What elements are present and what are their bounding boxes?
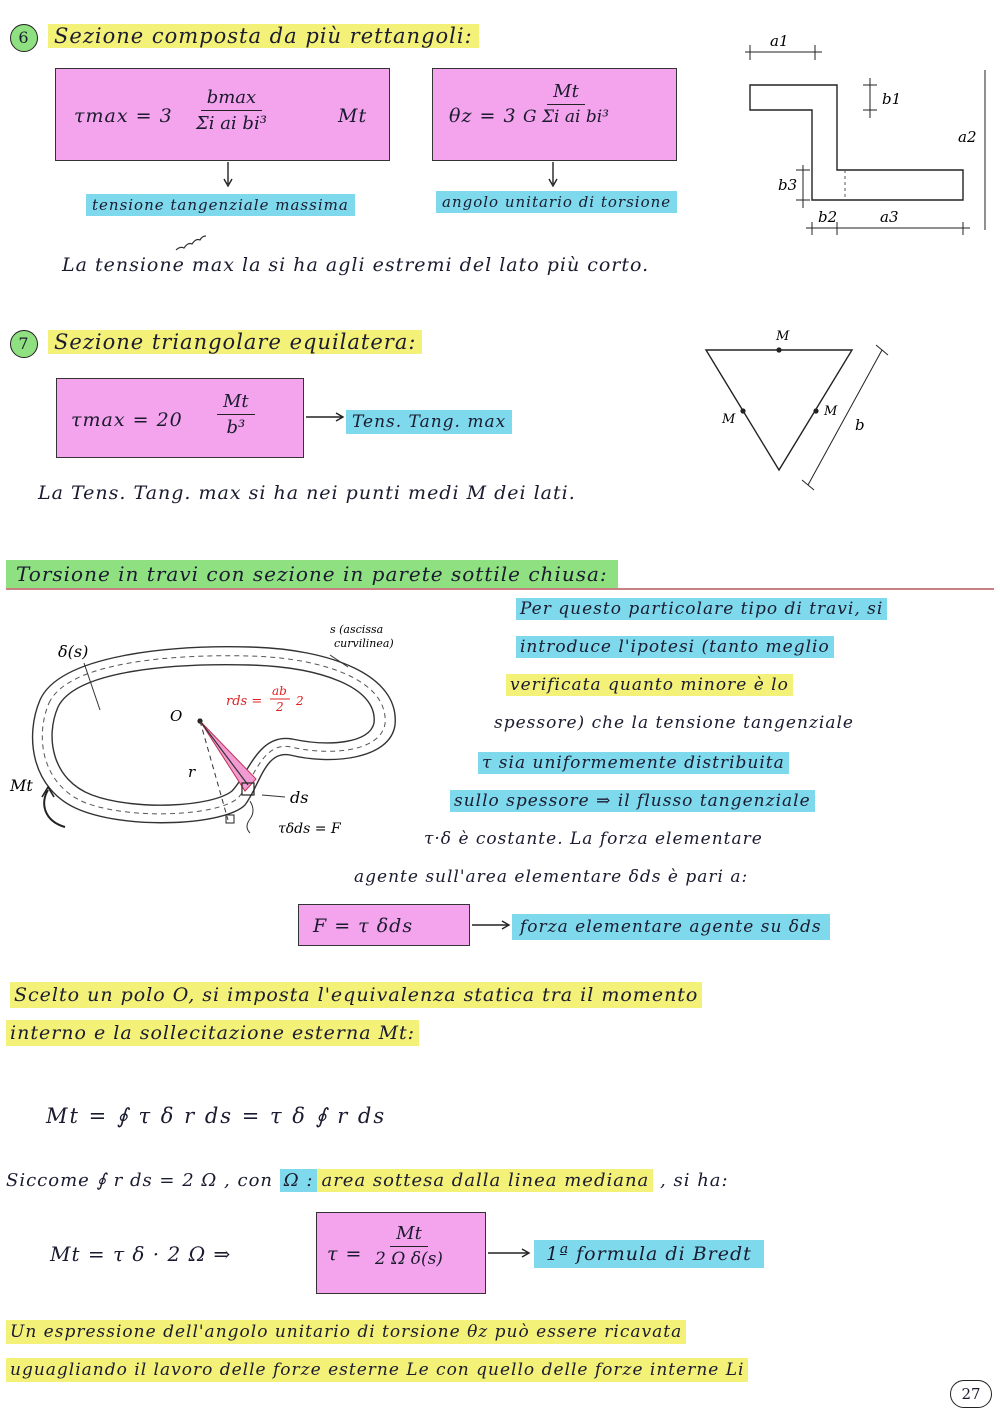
force-label: forza elementare agente su δds <box>512 914 830 940</box>
thin-wall-force-label: τδds = F <box>278 821 341 837</box>
s7-title: Sezione triangolare equilatera: <box>48 330 422 354</box>
thin-wall-figure <box>0 615 480 855</box>
final-line-2: uguagliando il lavoro delle forze esterne Le con quello delle forze interne Li <box>6 1358 748 1382</box>
s7-triangle-figure <box>700 325 900 500</box>
thin-wall-frac-rhs: 2 <box>296 694 304 708</box>
s7-f-num: Mt <box>217 391 255 415</box>
s6-fig-a2: a2 <box>958 128 977 146</box>
s6-fig-a3: a3 <box>880 208 899 226</box>
s6-label-twist-angle: angolo unitario di torsione <box>436 191 677 213</box>
s7-f-lhs: τmax = 20 <box>71 409 183 431</box>
s6-label-tangential-stress: tensione tangenziale massima <box>86 194 355 216</box>
s7-fig-m-left: M <box>722 412 736 427</box>
s7-heading <box>10 330 422 358</box>
s7-note: La Tens. Tang. max si ha nei punti medi M dei lati. <box>38 482 576 504</box>
bredt-den: 2 Ω δ(s) <box>375 1249 443 1269</box>
force-formula: F = τ δds <box>313 915 414 937</box>
thin-wall-o-label: O <box>170 707 183 725</box>
s6-fig-b1: b1 <box>882 90 902 108</box>
thin-wall-mt-label: Mt <box>10 776 33 795</box>
s6-f2-num: Mt <box>547 81 585 105</box>
final-line-1: Un espressione dell'angolo unitario di torsione θz può essere ricavata <box>6 1320 686 1344</box>
s6-fig-b2: b2 <box>818 208 838 226</box>
s6-f2-den: G Σi ai bi³ <box>523 107 609 127</box>
s7-f-den: b³ <box>226 417 246 438</box>
torsion-line-2: introduce l'ipotesi (tanto meglio <box>516 636 834 658</box>
s6-f2-lhs: θz = 3 <box>449 105 517 127</box>
s7-fig-m-right: M <box>824 404 838 419</box>
equation-1: Mt = ∮ τ δ r ds = τ δ ∮ r ds <box>46 1104 387 1128</box>
torsion-line-3: verificata quanto minore è lo <box>506 674 793 696</box>
thin-wall-frac-num: ab <box>272 684 287 698</box>
thin-wall-rds-label: rds = <box>226 694 263 709</box>
section-divider <box>6 588 994 590</box>
torsion-line-1: Per questo particolare tipo di travi, si <box>516 598 887 620</box>
since-omega: Ω : <box>280 1169 318 1192</box>
s6-title: Sezione composta da più rettangoli: <box>48 24 479 48</box>
bredt-fraction <box>375 1223 443 1269</box>
s6-f1-rhs: Mt <box>338 105 368 127</box>
bredt-lhs: Mt = τ δ · 2 Ω ⇒ <box>50 1242 232 1266</box>
s6-fig-a1: a1 <box>770 32 789 50</box>
bredt-num: Mt <box>390 1223 428 1247</box>
torsion-line-7: τ·δ è costante. La forza elementare <box>424 829 763 849</box>
bredt-box <box>316 1212 486 1294</box>
s6-section-figure <box>730 30 995 245</box>
bredt-box-lhs: τ = <box>327 1243 363 1265</box>
thin-wall-frac-den: 2 <box>276 700 284 714</box>
since-line <box>6 1170 729 1191</box>
s7-number: 7 <box>10 330 38 358</box>
s7-fraction <box>217 391 255 438</box>
s6-fig-b3: b3 <box>778 176 798 194</box>
bredt-label: 1ª formula di Bredt <box>534 1240 764 1268</box>
torsion-line-4: spessore) che la tensione tangenziale <box>494 713 854 733</box>
s6-f1-num: bmax <box>201 87 262 111</box>
s7-label: Tens. Tang. max <box>346 410 512 434</box>
s7-fig-b: b <box>855 416 865 434</box>
torsion-line-6: sullo spessore ⇒ il flusso tangenziale <box>450 790 815 812</box>
s6-note: La tensione max la si ha agli estremi del lato più corto. <box>62 254 650 276</box>
since-b: area sottesa dalla linea mediana <box>317 1169 653 1192</box>
thin-wall-r-label: r <box>188 763 196 781</box>
thin-wall-delta-label: δ(s) <box>58 642 89 661</box>
s7-arrow <box>304 410 346 424</box>
torsion-line-5: τ sia uniformemente distribuita <box>478 752 789 774</box>
s6-f1-lhs: τmax = 3 <box>74 105 173 127</box>
s7-fig-m-top: M <box>776 329 790 344</box>
bredt-arrow <box>486 1246 534 1260</box>
since-a: Siccome ∮ r ds = 2 Ω , con <box>6 1170 274 1191</box>
pole-line-1: Scelto un polo O, si imposta l'equivalenza statica tra il momento <box>10 982 702 1008</box>
since-c: , si ha: <box>660 1170 729 1191</box>
page-number: 27 <box>950 1380 992 1408</box>
s6-number: 6 <box>10 24 38 52</box>
thin-wall-ds-label: ds <box>290 788 309 807</box>
torsion-line-8: agente sull'area elementare δds è pari a: <box>354 867 749 887</box>
s6-f1-den: Σi ai bi³ <box>196 113 267 134</box>
thin-wall-s-label: s (ascissa <box>330 623 384 636</box>
force-formula-box <box>298 904 470 946</box>
force-arrow <box>470 918 514 932</box>
pole-line-2: interno e la sollecitazione esterna Mt: <box>6 1020 419 1046</box>
thin-wall-s-label-2: curvilinea) <box>334 637 394 650</box>
s7-formula-box <box>56 378 304 458</box>
torsion-title: Torsione in travi con sezione in parete sottile chiusa: <box>6 560 618 588</box>
